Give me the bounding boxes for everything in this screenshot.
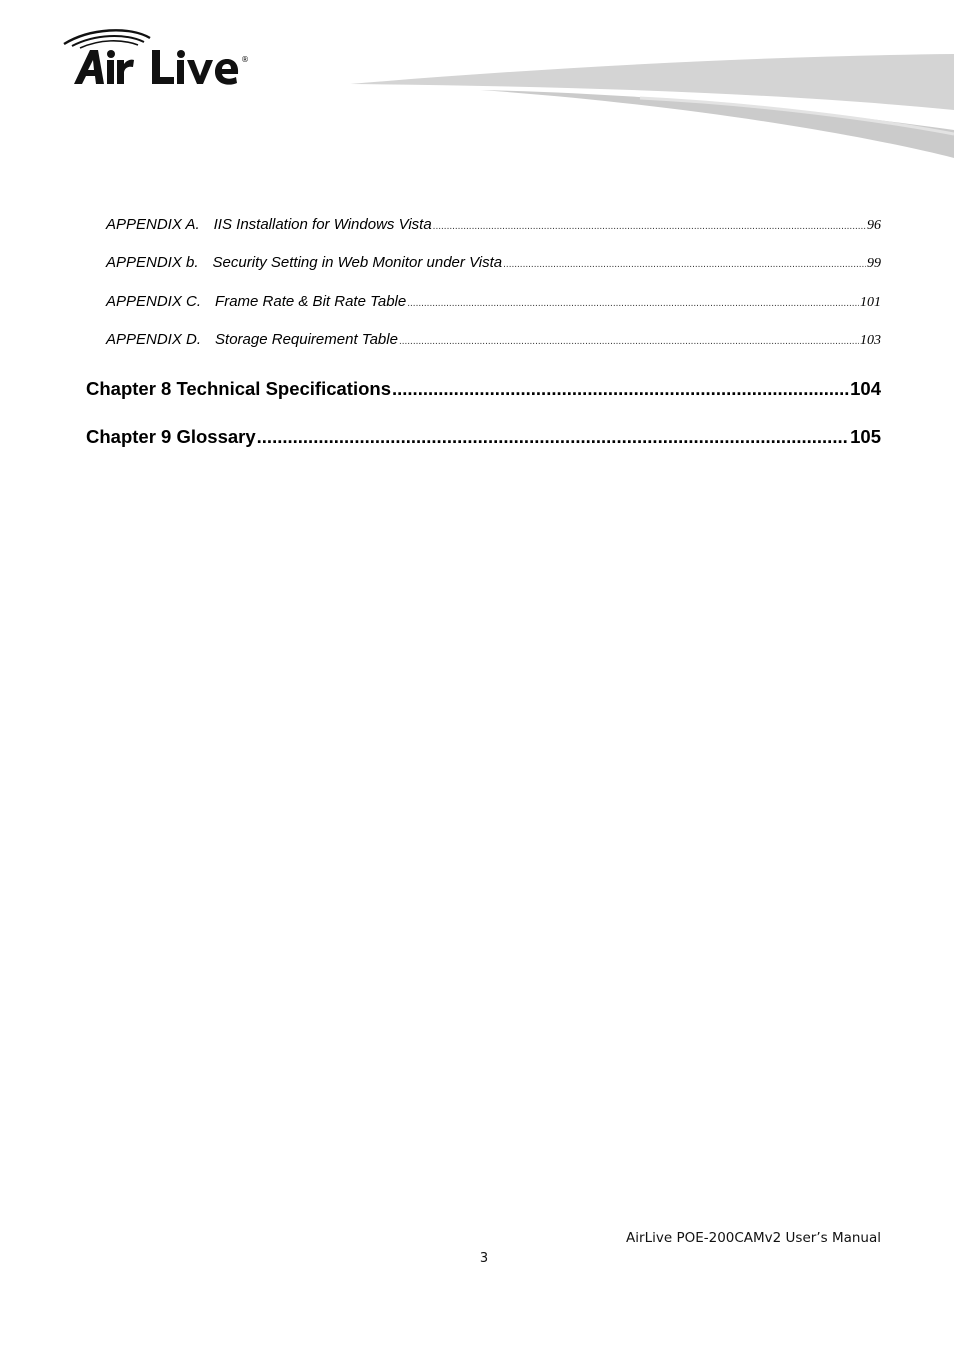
toc-entry-appendix-c[interactable] [106,293,881,311]
toc-entry-title: Storage Requirement Table [215,331,398,348]
dot-leader [407,298,859,309]
toc-entry-id: APPENDIX C. [106,293,202,310]
toc-entry-page: 101 [860,295,881,310]
toc-entry-title: Chapter 8 Technical Specifications [86,378,391,399]
toc-entry-title: Frame Rate & Bit Rate Table [215,293,407,310]
dot-leader [392,378,849,400]
table-of-contents [0,0,954,470]
dot-leader [433,221,866,232]
dot-leader [257,426,849,448]
toc-entry-id: APPENDIX D. [106,331,202,348]
toc-entry-id: APPENDIX b. [106,254,199,271]
toc-entry-title: Security Setting in Web Monitor under Vista [212,254,503,271]
toc-entry-title: Chapter 9 Glossary [86,426,256,447]
toc-entry-id: APPENDIX A. [106,216,200,233]
toc-entry-page: 96 [867,218,881,233]
footer-page-number: 3 [479,1251,489,1266]
dot-leader [503,259,866,270]
toc-entry-page: 99 [867,256,881,271]
toc-entry-chapter-8[interactable] [86,378,881,400]
toc-entry-page: 104 [850,378,881,399]
footer-manual-title: AirLive POE-200CAMv2 User’s Manual [626,1230,881,1246]
toc-entry-chapter-9[interactable] [86,426,881,448]
toc-entry-appendix-d[interactable] [106,331,881,349]
toc-entry-page: 103 [860,333,881,348]
toc-entry-title: IIS Installation for Windows Vista [213,216,432,233]
toc-entry-appendix-a[interactable] [106,216,881,234]
dot-leader [399,336,859,347]
toc-entry-appendix-b[interactable] [106,254,881,272]
svg-text:®: ® [241,55,249,64]
toc-entry-page: 105 [850,426,881,447]
